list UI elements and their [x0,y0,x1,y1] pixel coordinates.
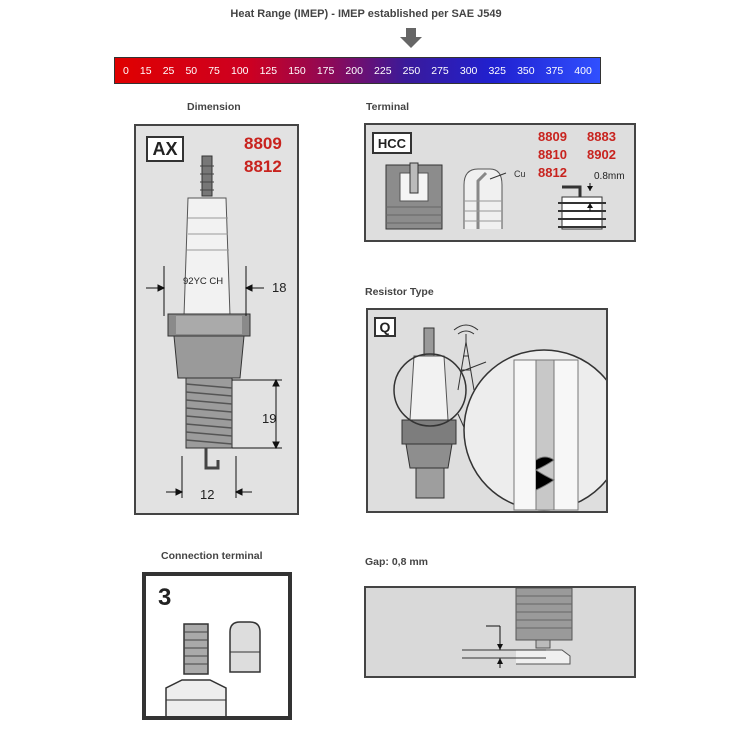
heat-range-title: Heat Range (IMEP) - IMEP established per SAE J549 [230,8,502,20]
copper-label: Cu [514,169,526,179]
heat-range-tick: 400 [574,64,592,77]
terminal-panel [364,123,636,242]
gap-drawing [366,588,634,676]
heat-range-tick: 300 [459,64,478,77]
resistor-tag: Q [374,317,396,337]
terminal-code-2: 8883 [587,129,616,144]
heat-range-tick: 175 [316,64,335,77]
dimension-label: Dimension [187,101,241,113]
terminal-code-3: 8810 [538,147,567,162]
heat-range-tick: 275 [431,64,449,77]
connection-terminal-drawing [146,576,288,716]
connection-panel [142,572,292,720]
terminal-label: Terminal [366,101,409,113]
heat-range-tick: 0 [123,64,129,77]
gap-panel-label: Gap: 0,8 mm [365,556,429,568]
spark-plug-dimension-drawing [136,126,297,513]
resistor-plug-drawing [368,310,606,511]
gap-panel [364,586,636,678]
heat-range-tick: 125 [259,64,278,77]
terminal-code-5: 8812 [538,165,567,180]
dimension-panel [134,124,299,515]
resistor-panel [366,308,608,513]
heat-range-tick: 75 [208,64,220,77]
dimension-tag: AX [146,136,184,162]
indicator-arrow-icon [398,26,424,50]
dimension-12: 12 [200,487,215,502]
plug-marking-text: 92YC CH [183,276,224,287]
dimension-code-1: 8809 [244,134,282,153]
heat-range-tick: 15 [139,64,152,77]
heat-range-tick: 200 [345,64,363,77]
dimension-19: 19 [262,411,277,426]
heat-range-tick: 50 [185,64,198,77]
heat-range-tick: 25 [162,64,175,77]
terminal-tag: HCC [372,132,412,154]
heat-range-tick: 325 [488,64,506,77]
resistor-label: Resistor Type [365,286,434,298]
connection-tag: 3 [158,584,172,611]
terminal-code-1: 8809 [538,129,567,144]
terminal-code-4: 8902 [587,147,616,162]
electrode-drawings [366,125,634,240]
heat-range-tick: 350 [517,64,535,77]
heat-range-tick: 250 [402,64,421,77]
heat-range-tick: 225 [374,64,392,77]
heat-range-tick: 375 [545,64,564,77]
dimension-18: 18 [272,280,287,295]
heat-range-tick: 150 [288,64,306,77]
heat-range-tick: 100 [230,64,249,77]
gap-label: 0.8mm [594,171,625,182]
connection-label: Connection terminal [161,550,263,562]
dimension-code-2: 8812 [244,157,282,176]
heat-range-bar [114,57,601,84]
